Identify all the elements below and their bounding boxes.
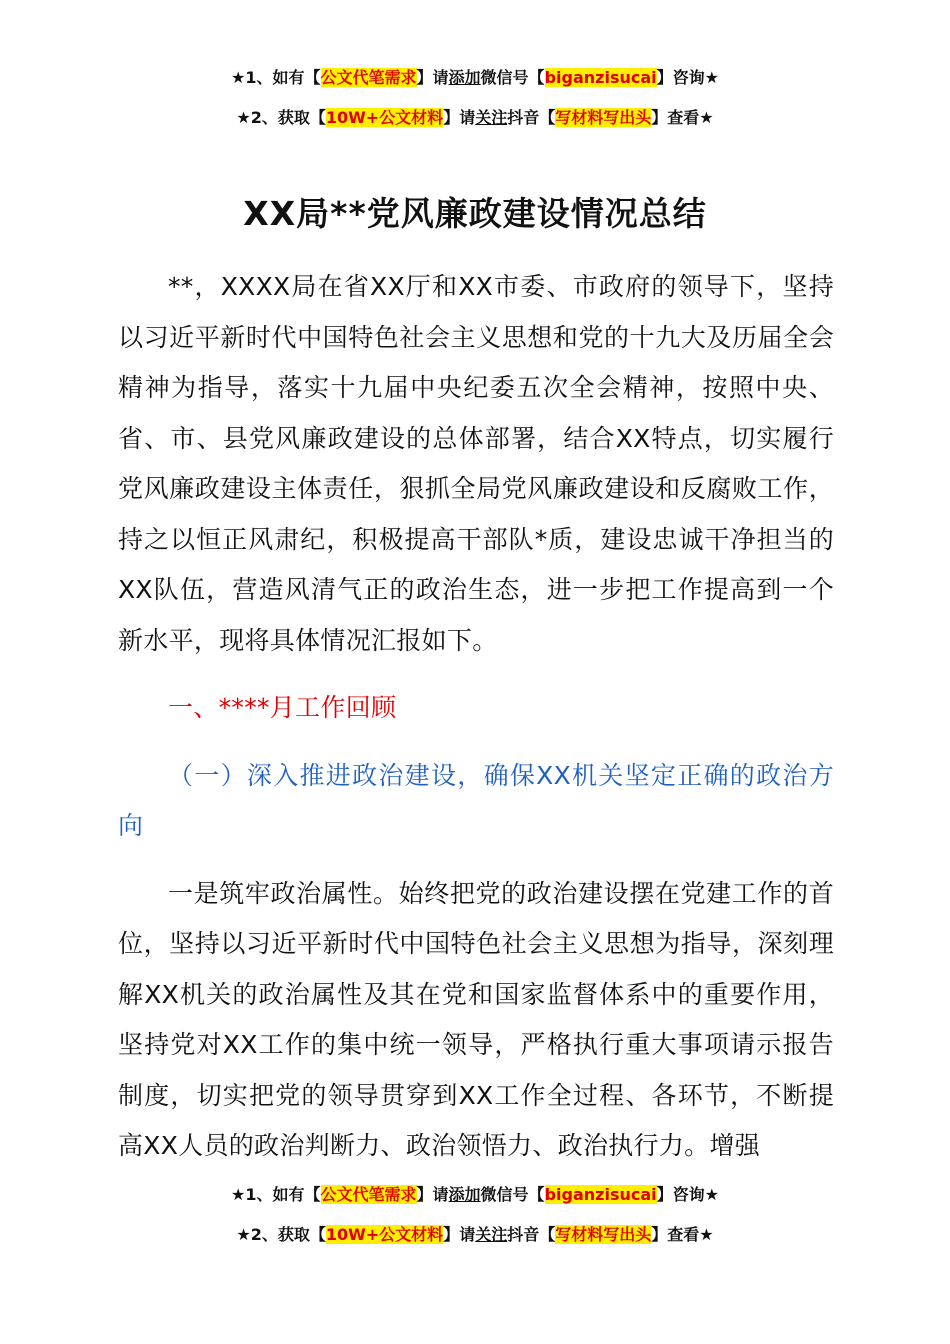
document-title: XX局**党风廉政建设情况总结 xyxy=(243,194,707,233)
banner-text: 】查看★ xyxy=(651,108,714,127)
banner-text: 】咨询★ xyxy=(656,68,719,87)
body-paragraph: 一是筑牢政治属性。始终把党的政治建设摆在党建工作的首位，坚持以习近平新时代中国特色社会主义思想为指导，深刻理解XX机关的政治属性及其在党和国家监督体系中的重要作用，坚持党对XX工作的集中统一领导，严格执行重大事项请示报告制度，切实把党的领导贯穿到XX工作全过程、各环节，不断提高XX人员的政治判断力、政治领悟力、政治执行力。增强 xyxy=(118,878,834,1160)
banner-highlight: biganzisucai xyxy=(544,1185,657,1204)
banner-text: 】请 xyxy=(443,108,476,127)
banner-text: 】请 xyxy=(443,1225,476,1244)
banner-highlight: 公文代笔需求 xyxy=(320,1185,417,1204)
footer-banner xyxy=(0,1175,950,1255)
banner-line-2 xyxy=(0,1215,950,1255)
banner-highlight: 公文代笔需求 xyxy=(320,68,417,87)
banner-highlight: 10W+公文材料 xyxy=(325,108,444,127)
banner-highlight: 写材料写出头 xyxy=(555,108,652,127)
banner-highlight: biganzisucai xyxy=(544,68,657,87)
banner-text: 抖音【 xyxy=(507,108,556,127)
header-banner xyxy=(0,58,950,138)
banner-line-1 xyxy=(0,58,950,98)
subsection-heading: （一）深入推进政治建设，确保XX机关坚定正确的政治方向 xyxy=(118,760,834,840)
banner-line-2 xyxy=(0,98,950,138)
banner-text: 微信号【 xyxy=(480,68,545,87)
banner-line-1 xyxy=(0,1175,950,1215)
banner-text: 】查看★ xyxy=(651,1225,714,1244)
intro-paragraph: **，XXXX局在省XX厅和XX市委、市政府的领导下，坚持以习近平新时代中国特色社会主义思想和党的十九大及历届全会精神为指导，落实十九届中央纪委五次全会精神，按照中央、省、市、县党风廉政建设的总体部署，结合XX特点，切实履行党风廉政建设主体责任，狠抓全局党风廉政建设和反腐败工作，持之以恒正风肃纪，积极提高干部队*质，建设忠诚干净担当的XX队伍，营造风清气正的政治生态，进一步把工作提高到一个新水平，现将具体情况汇报如下。 xyxy=(118,272,834,655)
banner-text: 】请 xyxy=(416,1185,449,1204)
banner-text: 抖音【 xyxy=(507,1225,556,1244)
banner-text: 】咨询★ xyxy=(656,1185,719,1204)
document-body xyxy=(118,262,834,1172)
banner-text: ★2、获取【 xyxy=(236,1225,326,1244)
banner-text: 】请 xyxy=(416,68,449,87)
banner-text: 微信号【 xyxy=(480,1185,545,1204)
banner-text: ★1、如有【 xyxy=(231,68,321,87)
banner-highlight: 写材料写出头 xyxy=(555,1225,652,1244)
banner-underlined-text: 关注 xyxy=(475,108,508,127)
banner-highlight: 10W+公文材料 xyxy=(325,1225,444,1244)
banner-underlined-text: 关注 xyxy=(475,1225,508,1244)
banner-text: ★2、获取【 xyxy=(236,108,326,127)
banner-underlined-text: 添加 xyxy=(448,68,481,87)
section-heading: 一、****月工作回顾 xyxy=(168,693,397,722)
banner-underlined-text: 添加 xyxy=(448,1185,481,1204)
banner-text: ★1、如有【 xyxy=(231,1185,321,1204)
